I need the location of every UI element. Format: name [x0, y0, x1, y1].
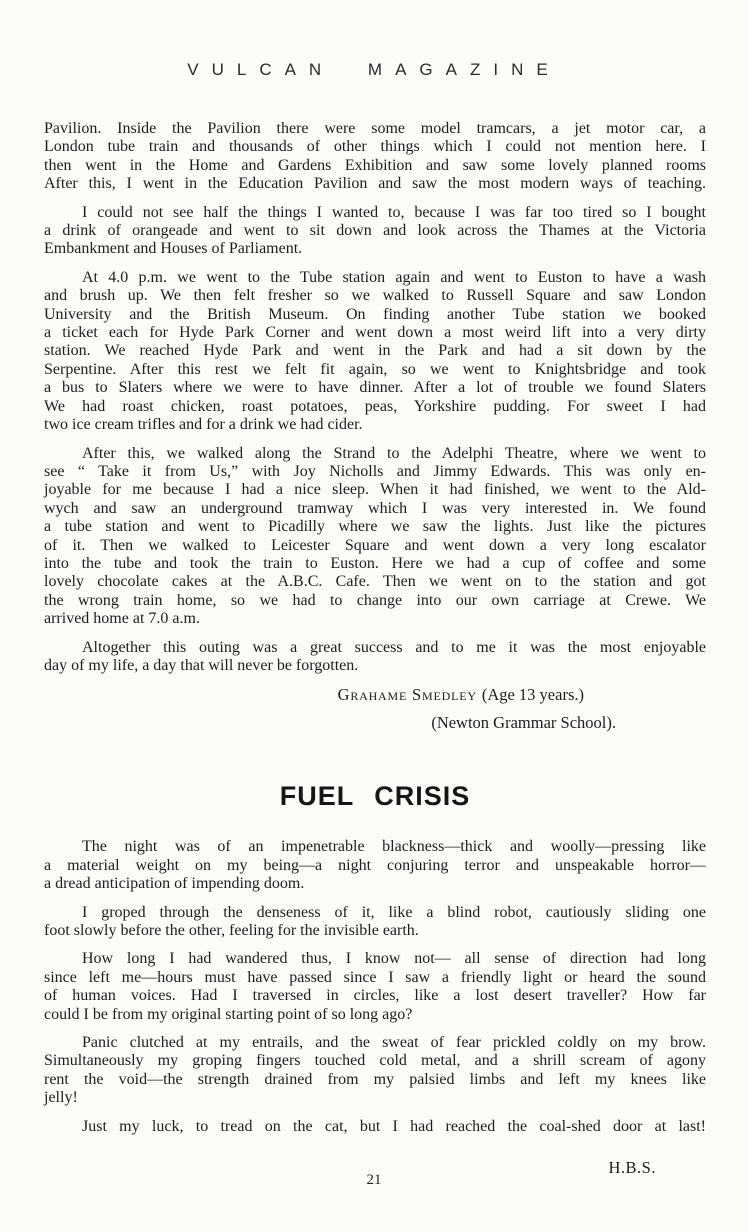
story-fuel-crisis: [44, 781, 706, 1178]
paragraph: [44, 904, 706, 941]
text-line: a drink of orangeade and went to sit down and look across the Thames at the Victoria: [44, 222, 706, 240]
paragraph: [44, 1034, 706, 1108]
text-line: wych and saw an underground tramway which I was very interested in. We found: [44, 499, 706, 517]
text-line: a ticket each for Hyde Park Corner and went down a most weird lift into a very dirty: [44, 324, 706, 342]
text-line: I could not see half the things I wanted to, because I was far too tired so I bought: [82, 203, 706, 221]
byline-author: [44, 685, 706, 705]
text-line: a tube station and went to Picadilly where we saw the lights. Just like the pictures: [44, 518, 706, 536]
text-line: see “ Take it from Us,” with Joy Nicholls and Jimmy Edwards. This was only en-: [44, 462, 706, 480]
text-line: and brush up. We then felt fresher so we walked to Russell Square and saw London: [44, 287, 706, 305]
magazine-title: VULCAN MAGAZINE: [187, 60, 561, 79]
text-line: Embankment and Houses of Parliament.: [44, 240, 303, 258]
text-line: rent the void—the strength drained from my palsied limbs and left my knees like: [44, 1070, 706, 1088]
page-number: 21: [366, 1172, 382, 1188]
text-line: Just my luck, to tread on the cat, but I had reached the coal-shed door at last!: [82, 1117, 706, 1135]
paragraph: [44, 639, 706, 676]
paragraph: [44, 445, 706, 629]
byline-initials: H.B.S.: [608, 1158, 656, 1178]
text-line: of it. Then we walked to Leicester Square and went down a very long escalator: [44, 536, 706, 554]
text-line: foot slowly before the other, feeling for the invisible earth.: [44, 922, 419, 939]
text-line: How long I had wandered thus, I know not— all sense of direction had long: [82, 950, 706, 968]
paragraph: [44, 838, 706, 893]
text-line: London tube train and thousands of other things which I could not mention here. I: [44, 138, 706, 156]
text-line: day of my life, a day that will never be forgotten.: [44, 656, 359, 674]
text-line: At 4.0 p.m. we went to the Tube station again and went to Euston to have a wash: [82, 268, 706, 286]
paragraph: [44, 120, 706, 194]
author-name: Grahame Smedley: [337, 685, 477, 705]
story-title: FUEL CRISIS: [279, 781, 471, 812]
text-line: University and the British Museum. On finding another Tube station we booked: [44, 305, 706, 323]
text-line: since left me—hours must have passed since I saw a friendly light or heard the sound: [44, 968, 706, 986]
page-content: [44, 120, 706, 1178]
story-day-trip: [44, 120, 706, 733]
text-line: the wrong train home, so we had to change into our own carriage at Crewe. We: [44, 591, 706, 609]
text-line: We had roast chicken, roast potatoes, peas, Yorkshire pudding. For sweet I had: [44, 397, 706, 415]
text-line: Pavilion. Inside the Pavilion there were some model tramcars, a jet motor car, a: [44, 120, 706, 137]
text-line: into the tube and took the train to Euston. Here we had a cup of coffee and some: [44, 554, 706, 572]
text-line: of human voices. Had I traversed in circles, like a lost desert traveller? How far: [44, 987, 706, 1005]
text-line: a material weight on my being—a night conjuring terror and unspeakable horror—: [44, 856, 706, 874]
text-line: Simultaneously my groping fingers touched cold metal, and a shrill scream of agony: [44, 1052, 706, 1070]
text-line: After this, I went in the Education Pavilion and saw the most modern ways of teaching.: [44, 175, 706, 193]
text-line: After this, we walked along the Strand to the Adelphi Theatre, where we went to: [82, 444, 706, 462]
text-line: Panic clutched at my entrails, and the sweat of fear prickled coldly on my brow.: [82, 1034, 706, 1052]
paragraph: [44, 950, 706, 1024]
text-line: I groped through the denseness of it, like a blind robot, cautiously sliding one: [82, 903, 706, 921]
text-line: lovely chocolate cakes at the A.B.C. Cafe. Then we went on to the station and got: [44, 573, 706, 591]
byline-school: (Newton Grammar School).: [431, 713, 616, 733]
text-line: then went in the Home and Gardens Exhibition and saw some lovely planned rooms: [44, 156, 706, 174]
text-line: The night was of an impenetrable blackness—thick and woolly—pressing like: [82, 838, 706, 856]
author-age: (Age 13 years.): [481, 685, 584, 705]
text-line: a dread anticipation of impending doom.: [44, 875, 305, 893]
paragraph: [44, 204, 706, 259]
text-line: Altogether this outing was a great success and to me it was the most enjoyable: [82, 638, 706, 656]
text-line: two ice cream trifles and for a drink we had cider.: [44, 416, 363, 434]
text-line: a bus to Slaters where we were to have dinner. After a lot of trouble we found Slaters: [44, 379, 706, 397]
text-line: Serpentine. After this rest we felt fit again, so we went to Knightsbridge and took: [44, 360, 706, 378]
text-line: jelly!: [44, 1089, 78, 1107]
text-line: joyable for me because I had a nice sleep. When it had finished, we went to the Ald-: [44, 481, 706, 499]
paragraph: [44, 269, 706, 435]
text-line: could I be from my original starting point of so long ago?: [44, 1005, 413, 1023]
paragraph: [44, 1118, 706, 1136]
text-line: arrived home at 7.0 a.m.: [44, 610, 200, 628]
text-line: station. We reached Hyde Park and went in the Park and had a sit down by the: [44, 342, 706, 360]
